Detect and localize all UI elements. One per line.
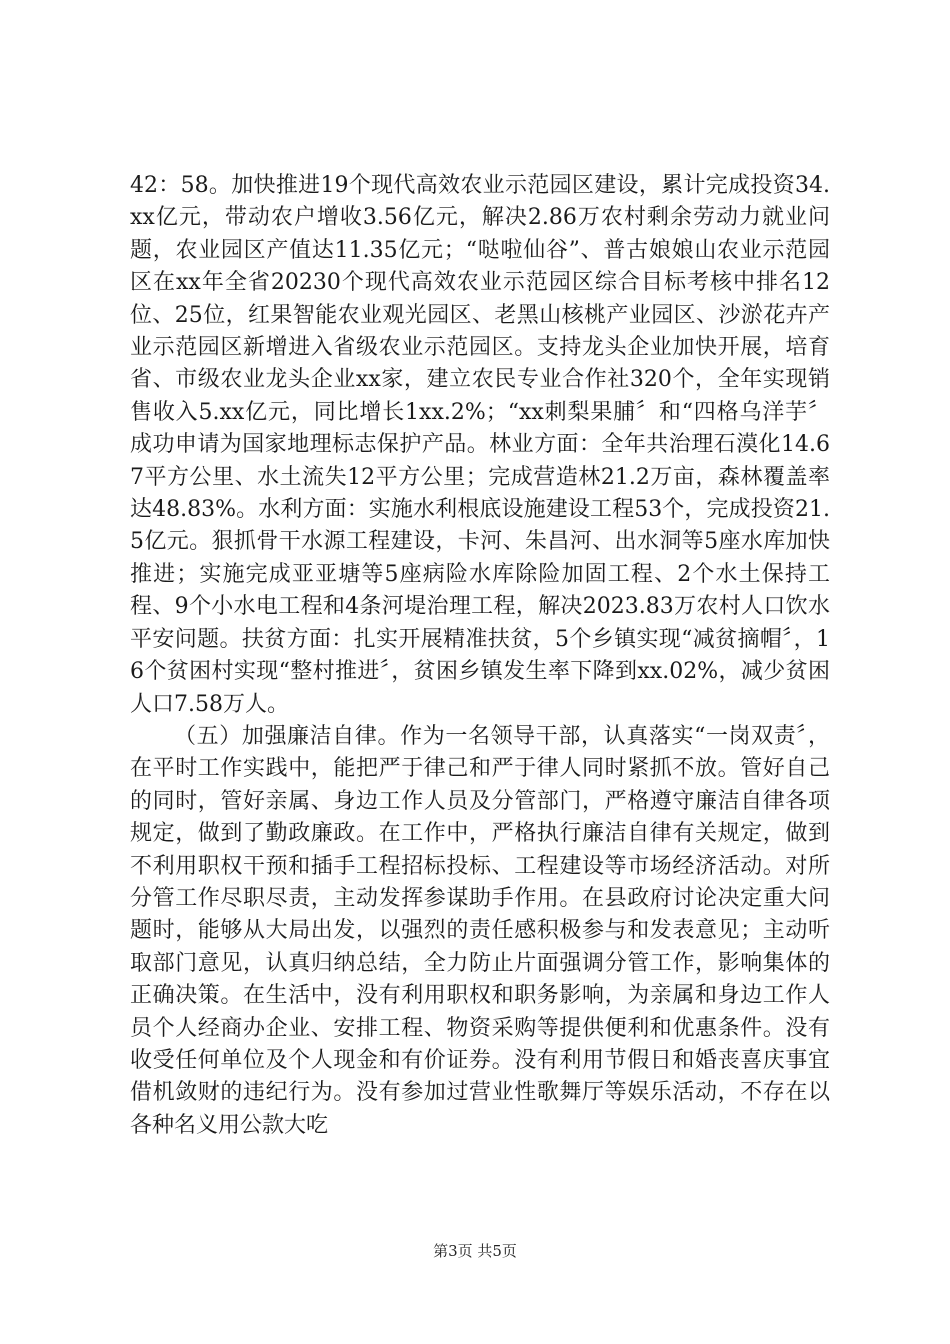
paragraph-integrity: （五）加强廉洁自律。作为一名领导干部，认真落实“一岗双责〞，在平时工作实践中，能把严于律己和严于律人同时紧抓不放。管好自己的同时，管好亲属、身边工作人员及分管部门，严格遵守廉洁自律各项规定，做到了勤政廉政。在工作中，严格执行廉洁自律有关规定，做到不利用职权干预和插手工程招标投标、工程建设等市场经济活动。对所分管工作尽职尽责，主动发挥参谋助手作用。在县政府讨论决定重大问题时，能够从大局出发，以强烈的责任感积极参与和发表意见；主动听取部门意见，认真归纳总结，全力防止片面强调分管工作，影响集体的正确决策。在生活中，没有利用职权和职务影响，为亲属和身边工作人员个人经商办企业、安排工程、物资采购等提供便利和优惠条件。没有收受任何单位及个人现金和有价证券。没有利用节假日和婚丧喜庆事宜借机敛财的违纪行为。没有参加过营业性歌舞厅等娱乐活动，不存在以各种名义用公款大吃 <box>130 723 830 1138</box>
paragraph-agriculture: 42：58。加快推进19个现代高效农业示范园区建设，累计完成投资34.xx亿元，带动农户增收3.56亿元，解决2.86万农村剩余劳动力就业问题，农业园区产值达11.35亿元；“哒啦仙谷”、普古娘娘山农业示范园区在xx年全省20230个现代高效农业示范园区综合目标考核中排名12位、25位，红果智能农业观光园区、老黑山核桃产业园区、沙淤花卉产业示范园区新增进入省级农业示范园区。支持龙头企业加快开展，培育省、市级农业龙头企业xx家，建立农民专业合作社320个，全年实现销售收入5.xx亿元，同比增长1xx.2%；“xx刺梨果脯〞和“四格乌洋芋〞成功申请为国家地理标志保护产品。林业方面：全年共治理石漠化14.67平方公里、水土流失12平方公里；完成营造林21.2万亩，森林覆盖率达48.83%。水利方面：实施水利根底设施建设工程53个，完成投资21.5亿元。狠抓骨干水源工程建设，卡河、朱昌河、出水洞等5座水库加快推进；实施完成亚亚塘等5座病险水库除险加固工程、2个水土保持工程、9个小水电工程和4条河堤治理工程，解决2023.83万农村人口饮水平安问题。扶贫方面：扎实开展精准扶贫，5个乡镇实现“减贫摘帽〞，16个贫困村实现“整村推进〞，贫困乡镇发生率下降到xx.02%，减少贫困人口7.58万人。 <box>130 173 830 717</box>
page-footer: 第3页 共5页 <box>433 1242 517 1260</box>
document-body <box>130 170 830 1142</box>
